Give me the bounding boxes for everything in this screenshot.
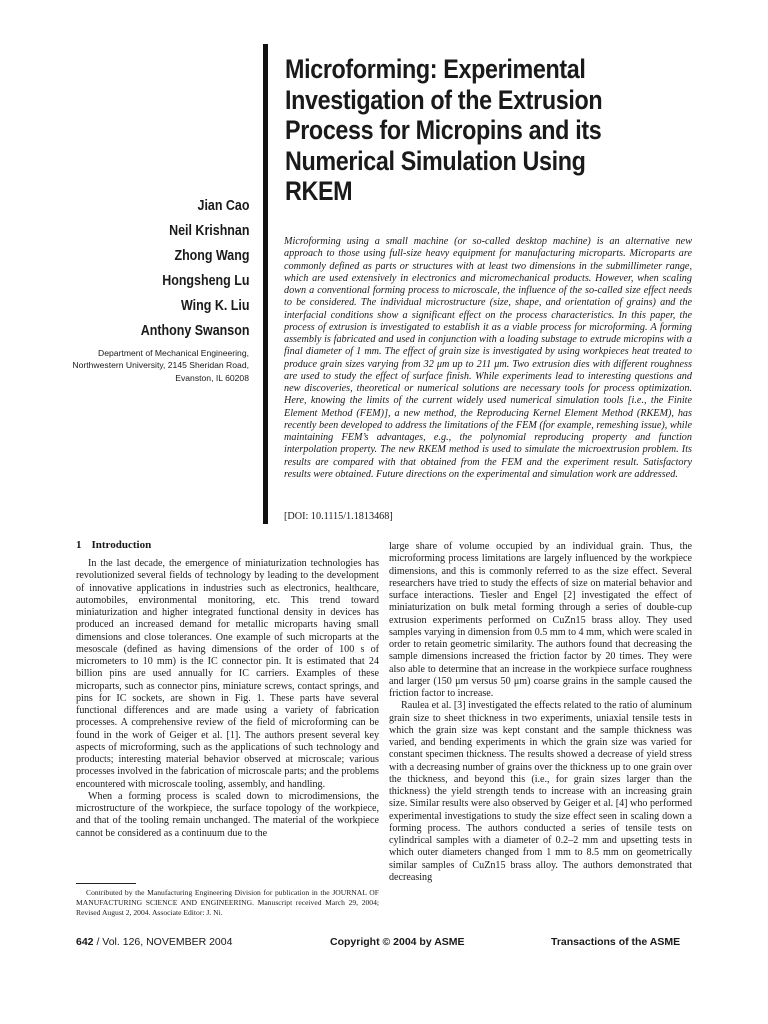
footer-page-info xyxy=(76,936,232,948)
title-line: Numerical Simulation Using xyxy=(285,145,586,176)
author-name: Anthony Swanson xyxy=(140,323,249,339)
body-column-right xyxy=(389,541,692,884)
paper-title xyxy=(285,54,655,207)
paragraph: large share of volume occupied by an individual grain. Thus, the microforming process limitations are largely influenced by the workpiece dimensions, and this is commonly referred to as the size effect. Several researchers have tried to study the effects of size on material behavior and surface interactions. Tiesler and Engel [2] investigated the effect of miniaturization on bulk metal forming through a series of double-cup extrusion experiments performed on CuZn15 brass alloy. They used samples varying in dimension from 0.5 mm to 4 mm, which were scaled in order to retain geometric similarity. The authors found that decreasing the sample dimensions increased the friction factor by 20 times. They were also able to determine that an increase in the workpiece surface roughness and larger (150 μm versus 50 μm) coarse grains in the sample caused the friction factor to increase. xyxy=(389,541,692,699)
footnote-text: Contributed by the Manufacturing Engineering Division for publication in the JOURNAL OF MANUFACTURING SCIENCE AND ENGINEERING. Manuscript received March 29, 2004; Revised August 2, 2004. Associate Editor: J. Ni. xyxy=(76,888,379,917)
title-line: Investigation of the Extrusion xyxy=(285,84,603,115)
author-name: Zhong Wang xyxy=(173,248,249,264)
title-line: Process for Micropins and its xyxy=(285,115,602,145)
footer-separator: / xyxy=(96,936,100,948)
author-list xyxy=(123,194,249,344)
section-title: Introduction xyxy=(91,539,152,551)
section-number: 1 xyxy=(76,539,82,551)
footnote xyxy=(76,888,379,918)
abstract: Microforming using a small machine (or so-called desktop machine) is an alternative new approach to those using full-size heavy equipment for manufacturing microparts. Microparts are commonly defined as parts or structures with at least two dimensions in the submillimeter range, which are used extensively in electronics and micromechanical products. However, when scaling down a conventional forming process to microscale, the influence of the so-called size effect needs to be considered. The individual microstructure (size, shape, and orientation of grains) and the interfacial conditions show a significant effect on the process characteristics. In this paper, the process of extrusion is investigated to establish it as a viable process for microforming. A forming assembly is fabricated and used in conjunction with a loading substage to extrude micropins with a final diameter of 1 mm. The effect of grain size is investigated by using workpieces heat treated to produce grain sizes varying from 32 μm up to 211 μm. Two extrusion dies with different roughness are used to study the effect of surface finish. While experiments lead to interesting questions and new discoveries, theoretical or numerical solutions are necessary tools for process optimization. Here, knowing the limits of the current widely used numerical simulation tools [i.e., the Finite Element Method (FEM)], a new method, the Reproducing Kernel Element Method (RKEM), has recently been developed to address the limitations of the FEM (for example, remeshing issue), while maintaining FEM’s advantages, e.g., the polynomial reproducing property and function interpolation property. The new RKEM method is used to simulate the microextrusion problem. Its results are compared with that obtained from the FEM and the experiment result. Satisfactory results were obtained. Future directions on the experimental and simulation work are addressed. xyxy=(284,236,692,480)
paragraph: Raulea et al. [3] investigated the effects related to the ratio of aluminum grain size to sheet thickness in two experiments, uniaxial tensile tests in which the grain size was kept constant and the sample thickness was varied, and bending experiments in which the grain size was varied for constant specimen thickness. The results showed a decrease of yield stress with a decreasing number of grains over the thickness up to one grain over the thickness, and beyond this (i.e., for grain sizes larger than the thickness) the yield strength tends to increase with an increasing grain size. Similar results were also observed by Geiger et al. [4] who performed experimental investigations to study the size effect seen in scaling down a forming process. The authors conducted a series of tensile tests on cylindrical samples with a diameter of 0.2–2 mm and upsetting tests in which outer diameters changed from 1 mm to 8.5 mm on geometrically similar samples of CuZn15 brass alloy. The authors demonstrated that decreasing xyxy=(389,700,692,883)
affiliation-line: Evanston, IL 60208 xyxy=(175,372,249,383)
doi: [DOI: 10.1115/1.1813468] xyxy=(284,511,393,522)
author-name: Hongsheng Lu xyxy=(161,273,249,289)
section-heading xyxy=(76,539,151,551)
author-name: Neil Krishnan xyxy=(168,223,249,239)
title-line: Microforming: Experimental xyxy=(285,54,586,84)
affiliation-line: Department of Mechanical Engineering, xyxy=(98,348,249,358)
copyright: Copyright © 2004 by ASME xyxy=(330,936,465,948)
affiliation xyxy=(72,347,249,384)
body-column-left xyxy=(76,558,379,840)
paragraph: When a forming process is scaled down to microdimensions, the microstructure of the workpiece, the surface topology of the workpiece, and that of the tooling remain unchanged. The material of the workpiece cannot be considered as a continuum due to the xyxy=(76,790,379,839)
title-line: RKEM xyxy=(285,176,353,206)
title-rule xyxy=(263,44,268,524)
page-number: 642 xyxy=(76,936,94,948)
footnote-rule xyxy=(76,883,136,884)
journal-name: Transactions of the ASME xyxy=(551,936,681,948)
volume-info: Vol. 126, NOVEMBER 2004 xyxy=(102,936,233,948)
author-name: Jian Cao xyxy=(197,198,249,214)
affiliation-line: Northwestern University, 2145 Sheridan Road, xyxy=(72,360,249,371)
author-name: Wing K. Liu xyxy=(180,298,249,314)
paragraph: In the last decade, the emergence of miniaturization technologies has revolutionized several fields of technology by leading to the development of innovative applications in industries such as electronics, healthcare, automobiles, environmental monitoring, etc. This trend toward miniaturization and higher integrated functional density in devices has produced an increased demand for metallic microparts having small dimensions and close tolerances. One example of such microparts at the mesoscale (defined as having dimensions of the order of 100 s of micrometers to 10 mm) is the IC connector pin. It is estimated that 24 billion pins are used annually for IC carriers. Examples of these microparts, such as connector pins, miniature screws, contact springs, and pins for IC sockets, are shown in Fig. 1. These parts have several functional differences and are made using a variety of fabrication processes. A comprehensive review of the field of microforming can be found in the work of Geiger et al. [1]. The authors present several key aspects of microforming, such as the applications of such technology and products; interesting material behavior observed at microscale; various processes involved in the fabrication of microscale parts; and the problems encountered with microscale tooling, assembly, and handling. xyxy=(76,558,379,790)
